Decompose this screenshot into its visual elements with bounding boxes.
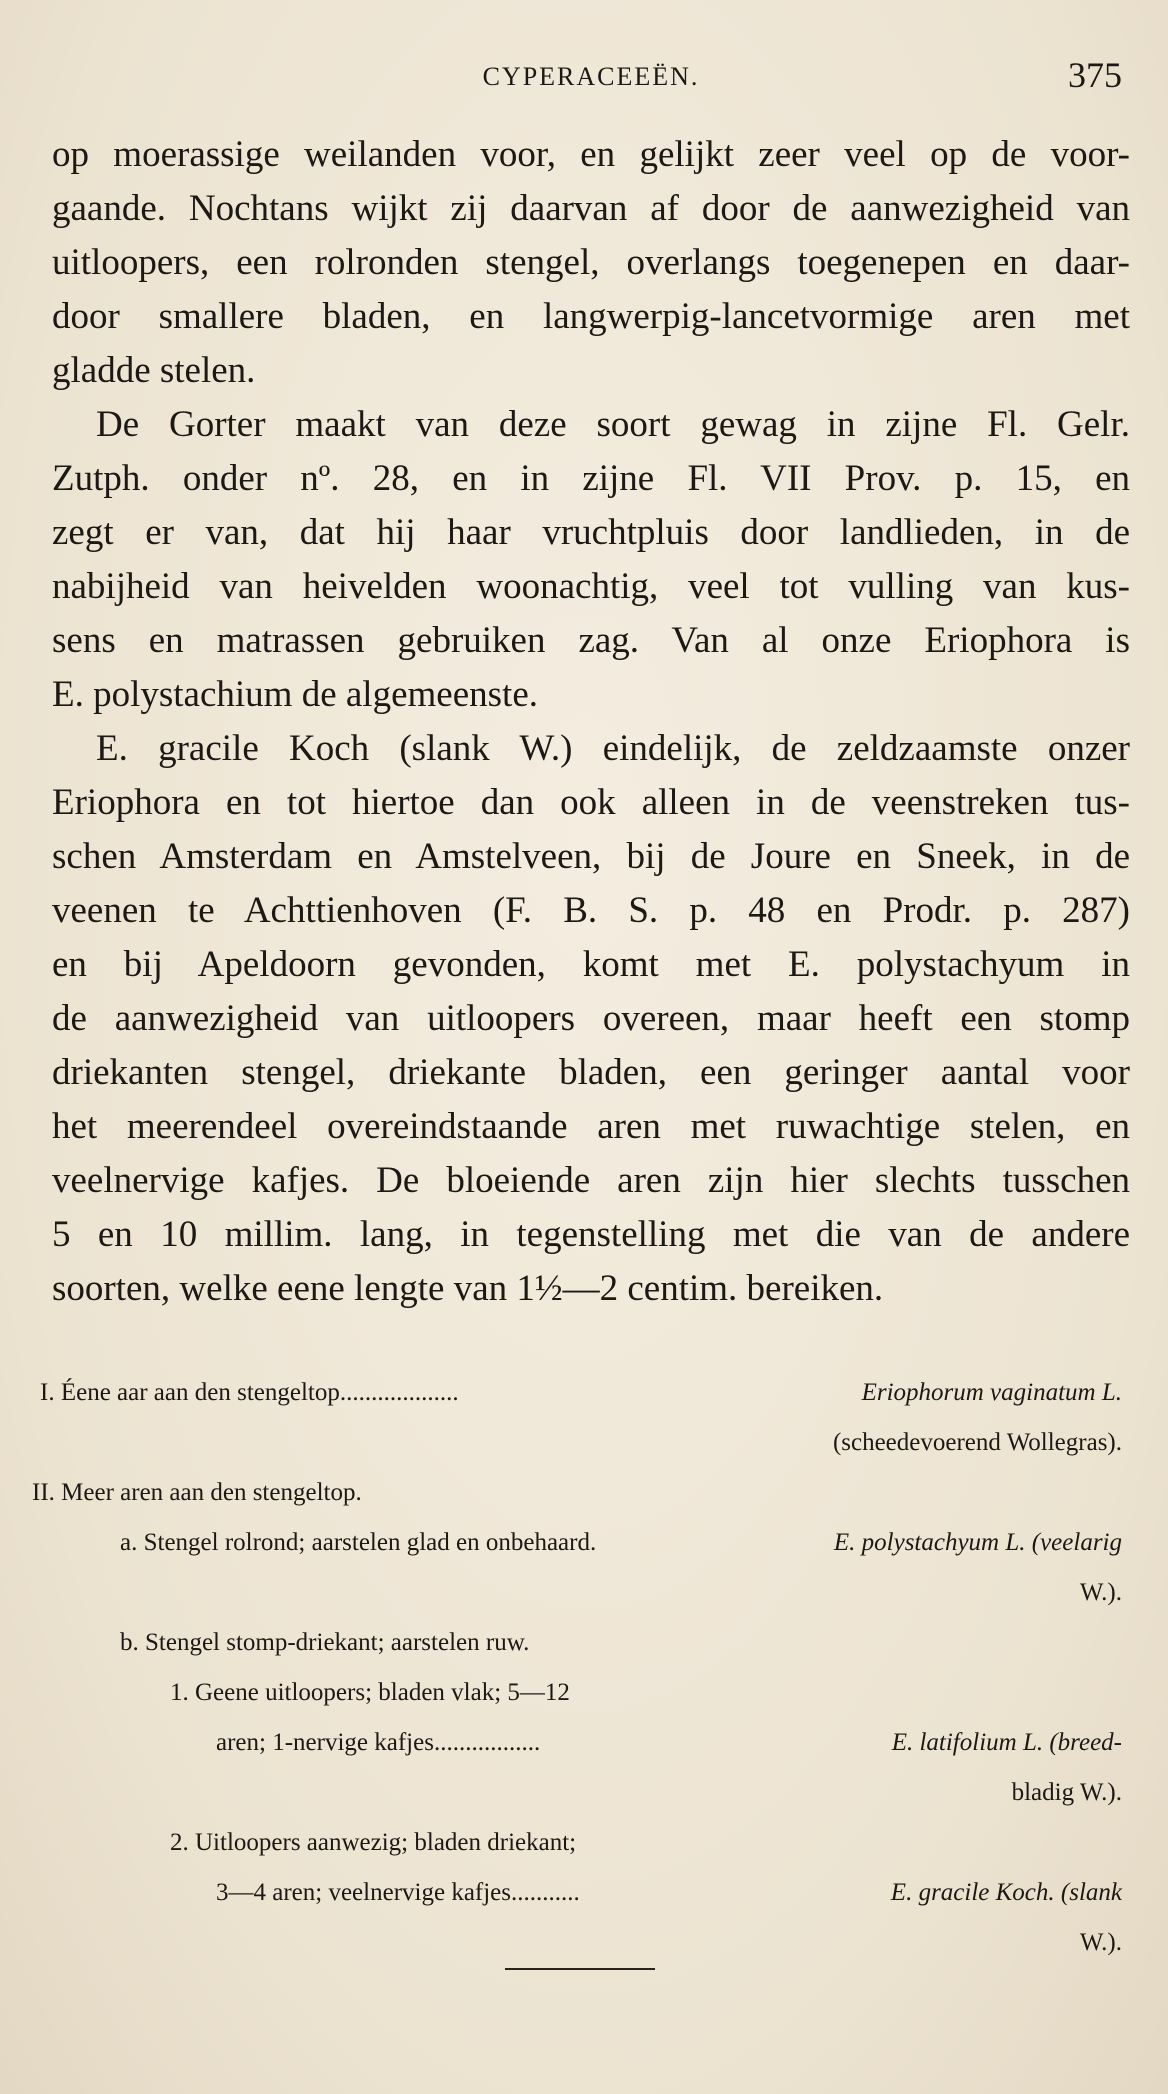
- text-line: sens en matrassen gebruiken zag. Van al onze Eriophora is: [52, 620, 1130, 661]
- page-number: 375: [1068, 55, 1122, 95]
- key-lead: II. Meer aren aan den stengeltop.: [32, 1479, 362, 1506]
- key-line: [40, 1418, 1122, 1468]
- text-line: gaande. Nochtans wijkt zij daarvan af door de aanwezigheid van: [52, 188, 1130, 229]
- body-text: [52, 128, 1130, 1316]
- key-line: [40, 1368, 1122, 1418]
- text-line: 5 en 10 millim. lang, in tegenstelling met die van de andere: [52, 1214, 1130, 1255]
- text-line: E. polystachium de algemeenste.: [52, 674, 538, 715]
- text-line: Eriophora en tot hiertoe dan ook alleen in de veenstreken tus-: [52, 782, 1130, 823]
- key-line: [40, 1768, 1122, 1818]
- key-lead: aren; 1-nervige kafjes.................: [216, 1729, 541, 1756]
- text-line: het meerendeel overeindstaande aren met ruwachtige stelen, en: [52, 1106, 1130, 1147]
- key-tail: bladig W.).: [1011, 1779, 1122, 1806]
- text-line: op moerassige weilanden voor, en gelijkt zeer veel op de voor-: [52, 134, 1130, 175]
- text-line: Zutph. onder nº. 28, en in zijne Fl. VII Prov. p. 15, en: [52, 458, 1130, 499]
- text-line: zegt er van, dat hij haar vruchtpluis door landlieden, in de: [52, 512, 1130, 553]
- text-line: door smallere bladen, en langwerpig-lancetvormige aren met: [52, 296, 1130, 337]
- paragraph-2: [52, 398, 1130, 722]
- text-line: en bij Apeldoorn gevonden, komt met E. polystachyum in: [52, 944, 1130, 985]
- key-tail: W.).: [1079, 1579, 1122, 1606]
- text-line: soorten, welke eene lengte van 1½—2 centim. bereiken.: [52, 1268, 884, 1309]
- text-line: gladde stelen.: [52, 350, 256, 391]
- page-header: [52, 52, 1130, 102]
- key-tail: E. latifolium L. (breed-: [891, 1729, 1122, 1756]
- key-tail: W.).: [1079, 1929, 1122, 1956]
- text-line: schen Amsterdam en Amstelveen, bij de Joure en Sneek, in de: [52, 836, 1130, 877]
- text-line: De Gorter maakt van deze soort gewag in zijne Fl. Gelr.: [96, 404, 1130, 445]
- key-lead: 1. Geene uitloopers; bladen vlak; 5—12: [170, 1679, 570, 1706]
- section-end-rule: [505, 1968, 655, 1970]
- key-line: [40, 1818, 1122, 1868]
- text-line: driekanten stengel, driekante bladen, een geringer aantal voor: [52, 1052, 1130, 1093]
- text-line: veelnervige kafjes. De bloeiende aren zijn hier slechts tusschen: [52, 1160, 1130, 1201]
- key-lead: 2. Uitloopers aanwezig; bladen driekant;: [170, 1829, 577, 1856]
- key-line: [32, 1468, 1122, 1518]
- paragraph-1: [52, 128, 1130, 398]
- key-tail: E. polystachyum L. (veelarig: [833, 1529, 1122, 1556]
- text-line: E. gracile Koch (slank W.) eindelijk, de zeldzaamste onzer: [96, 728, 1130, 769]
- text-line: veenen te Achttienhoven (F. B. S. p. 48 en Prodr. p. 287): [52, 890, 1130, 931]
- key-line: [40, 1668, 1122, 1718]
- key-line: [40, 1518, 1122, 1568]
- key-tail: Eriophorum vaginatum L.: [861, 1379, 1122, 1406]
- key-lead: 3—4 aren; veelnervige kafjes...........: [216, 1879, 580, 1906]
- key-lead: a. Stengel rolrond; aarstelen glad en onbehaard.: [120, 1529, 597, 1556]
- running-title: CYPERACEEËN.: [482, 62, 700, 91]
- key-tail: E. gracile Koch. (slank: [890, 1879, 1122, 1906]
- key-lead: b. Stengel stomp-driekant; aarstelen ruw.: [120, 1629, 530, 1656]
- key-line: [40, 1868, 1122, 1918]
- key-line: [40, 1618, 1122, 1668]
- paragraph-3: [52, 722, 1130, 1316]
- identification-key: [32, 1368, 1122, 1968]
- key-line: [40, 1718, 1122, 1768]
- text-line: de aanwezigheid van uitloopers overeen, maar heeft een stomp: [52, 998, 1130, 1039]
- key-line: [40, 1568, 1122, 1618]
- key-line: [40, 1918, 1122, 1968]
- text-line: nabijheid van heivelden woonachtig, veel tot vulling van kus-: [52, 566, 1130, 607]
- key-lead: I. Éene aar aan den stengeltop...................: [40, 1379, 459, 1406]
- text-line: uitloopers, een rolronden stengel, overlangs toegenepen en daar-: [52, 242, 1130, 283]
- key-tail: (scheedevoerend Wollegras).: [832, 1429, 1122, 1456]
